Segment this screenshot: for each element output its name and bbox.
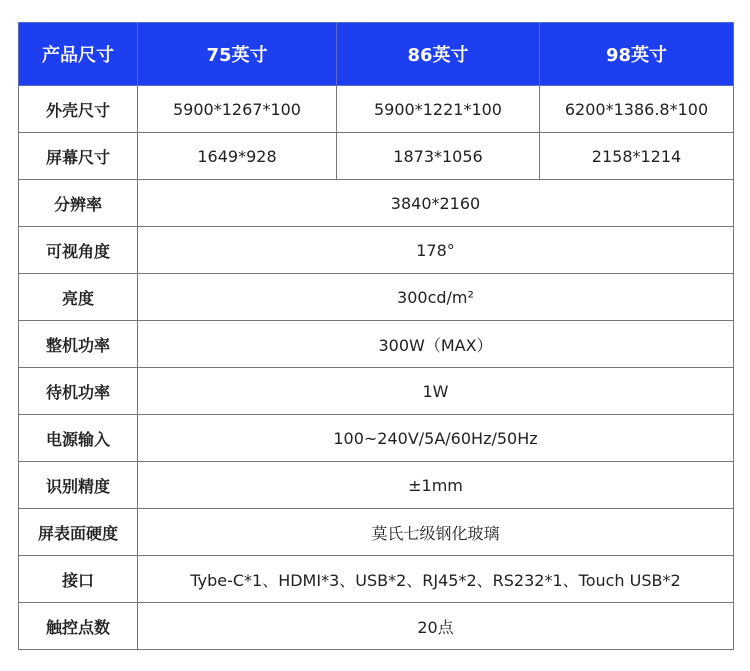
shell-size-98: 6200*1386.8*100 — [540, 86, 734, 133]
table-row — [19, 321, 734, 368]
header-label: 产品尺寸 — [19, 23, 138, 86]
table-row — [19, 133, 734, 180]
resolution-value: 3840*2160 — [138, 180, 734, 227]
brightness-value: 300cd/m² — [138, 274, 734, 321]
row-label-ports: 接口 — [19, 556, 138, 603]
table-row — [19, 86, 734, 133]
power-value: 300W（MAX） — [138, 321, 734, 368]
header-row — [19, 23, 734, 86]
screen-size-86: 1873*1056 — [337, 133, 540, 180]
viewing-angle-value: 178° — [138, 227, 734, 274]
row-label-screen: 屏幕尺寸 — [19, 133, 138, 180]
spec-table-body — [19, 86, 734, 650]
table-row — [19, 180, 734, 227]
table-row — [19, 462, 734, 509]
table-row — [19, 603, 734, 650]
hardness-value: 莫氏七级钢化玻璃 — [138, 509, 734, 556]
table-row — [19, 415, 734, 462]
table-row — [19, 556, 734, 603]
row-label-resolution: 分辨率 — [19, 180, 138, 227]
standby-power-value: 1W — [138, 368, 734, 415]
shell-size-75: 5900*1267*100 — [138, 86, 337, 133]
row-label-power: 整机功率 — [19, 321, 138, 368]
table-row — [19, 509, 734, 556]
shell-size-86: 5900*1221*100 — [337, 86, 540, 133]
touch-points-value: 20点 — [138, 603, 734, 650]
spec-table — [18, 22, 734, 650]
spec-table-header — [19, 23, 734, 86]
accuracy-value: ±1mm — [138, 462, 734, 509]
row-label-accuracy: 识别精度 — [19, 462, 138, 509]
ports-value: Tybe-C*1、HDMI*3、USB*2、RJ45*2、RS232*1、Touch USB*2 — [138, 556, 734, 603]
header-size-98: 98英寸 — [540, 23, 734, 86]
header-size-86: 86英寸 — [337, 23, 540, 86]
row-label-standby-power: 待机功率 — [19, 368, 138, 415]
table-row — [19, 227, 734, 274]
row-label-touch-points: 触控点数 — [19, 603, 138, 650]
table-row — [19, 274, 734, 321]
power-input-value: 100~240V/5A/60Hz/50Hz — [138, 415, 734, 462]
header-size-75: 75英寸 — [138, 23, 337, 86]
table-row — [19, 368, 734, 415]
screen-size-98: 2158*1214 — [540, 133, 734, 180]
row-label-shell: 外壳尺寸 — [19, 86, 138, 133]
row-label-brightness: 亮度 — [19, 274, 138, 321]
screen-size-75: 1649*928 — [138, 133, 337, 180]
row-label-hardness: 屏表面硬度 — [19, 509, 138, 556]
row-label-viewing-angle: 可视角度 — [19, 227, 138, 274]
row-label-power-input: 电源输入 — [19, 415, 138, 462]
